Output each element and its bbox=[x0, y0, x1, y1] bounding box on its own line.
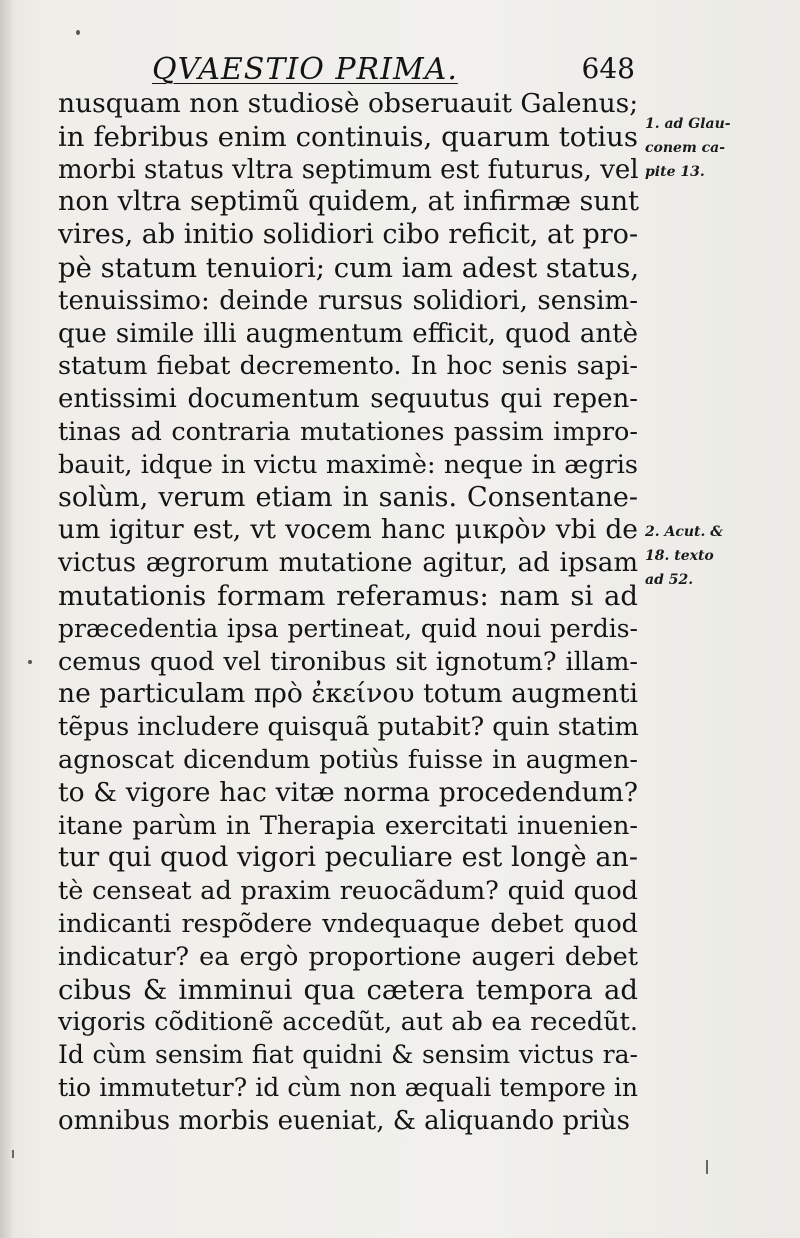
text-line: tenuissimo: deinde rursus solidiori, sensim- bbox=[58, 285, 638, 316]
ink-speck bbox=[28, 660, 32, 664]
text-line: tur qui quod vigori peculiare est longè an- bbox=[58, 842, 638, 874]
marginal-note-line: pite 13. bbox=[645, 164, 705, 180]
text-line: bauit, idque in victu maximè: neque in ægris bbox=[58, 449, 638, 480]
marginal-note-line: 2. Acut. & bbox=[645, 524, 723, 540]
running-head-title: QVAESTIO PRIMA. bbox=[152, 52, 458, 87]
text-line: statum fiebat decremento. In hoc senis sapi- bbox=[58, 351, 638, 382]
ink-speck bbox=[76, 30, 80, 35]
marginal-note-line: conem ca- bbox=[645, 140, 726, 156]
text-line: Id cùm sensim fiat quidni & sensim victus ra- bbox=[58, 1040, 638, 1070]
text-line: nusquam non studiosè obseruauit Galenus; bbox=[58, 88, 639, 119]
marginal-note-line: ad 52. bbox=[645, 572, 694, 588]
page-number: 648 bbox=[581, 52, 635, 85]
text-line: indicanti respõdere vndequaque debet quod bbox=[58, 908, 638, 939]
paper-mark bbox=[706, 1160, 708, 1174]
text-line: mutationis formam referamus: nam si ad bbox=[58, 579, 638, 612]
marginal-note-line: 1. ad Glau- bbox=[645, 116, 731, 132]
text-line: solùm, verum etiam in sanis. Consentane- bbox=[58, 481, 638, 513]
text-line: victus ægrorum mutatione agitur, ad ipsam bbox=[58, 548, 638, 579]
text-line: morbi status vltra septimum est futurus, vel bbox=[58, 154, 639, 185]
text-line: tẽpus includere quisquã putabit? quin statim bbox=[58, 712, 639, 743]
text-line: itane parùm in Therapia exercitati inuenien- bbox=[58, 810, 638, 841]
marginal-note-1 bbox=[645, 112, 785, 184]
main-text-column bbox=[58, 88, 638, 1138]
text-line: tio immutetur? id cùm non æquali tempore in bbox=[58, 1072, 638, 1102]
text-line: tè censeat ad praxim reuocãdum? quid quod bbox=[58, 876, 638, 907]
text-line: que simile illi augmentum efficit, quod antè bbox=[58, 318, 638, 349]
text-line: in febribus enim continuis, quarum totius bbox=[58, 120, 638, 153]
text-line: to & vigore hac vitæ norma procedendum? bbox=[58, 776, 638, 808]
text-line: præcedentia ipsa pertineat, quid noui perdis- bbox=[58, 613, 638, 643]
text-line: um igitur est, vt vocem hanc μικρὸν vbi de bbox=[58, 514, 638, 546]
text-line: indicatur? ea ergò proportione augeri debet bbox=[58, 941, 638, 972]
text-line: vigoris cõditionẽ accedũt, aut ab ea recedũt. bbox=[58, 1007, 638, 1038]
text-line: omnibus morbis eueniat, & aliquando priùs bbox=[58, 1105, 630, 1136]
marginal-note-line: 18. texto bbox=[645, 548, 714, 564]
text-line: pè statum tenuiori; cum iam adest status, bbox=[58, 251, 640, 284]
text-line: entissimi documentum sequutus qui repen- bbox=[58, 384, 638, 415]
running-head bbox=[140, 48, 635, 92]
text-line: cemus quod vel tironibus sit ignotum? illam- bbox=[58, 646, 638, 677]
text-line: cibus & imminui qua cætera tempora ad bbox=[58, 973, 638, 1006]
text-line: tinas ad contraria mutationes passim impro- bbox=[58, 416, 638, 447]
marginal-note-2 bbox=[645, 520, 785, 592]
text-line: ne particulam πρὸ ἐκείνου totum augmenti bbox=[58, 678, 638, 710]
paper-mark bbox=[12, 1150, 14, 1158]
text-line: vires, ab initio solidiori cibo reficit, at pro- bbox=[58, 219, 639, 251]
text-line: non vltra septimũ quidem, at infirmæ sunt bbox=[58, 186, 639, 218]
text-line: agnoscat dicendum potiùs fuisse in augmen- bbox=[58, 744, 638, 775]
